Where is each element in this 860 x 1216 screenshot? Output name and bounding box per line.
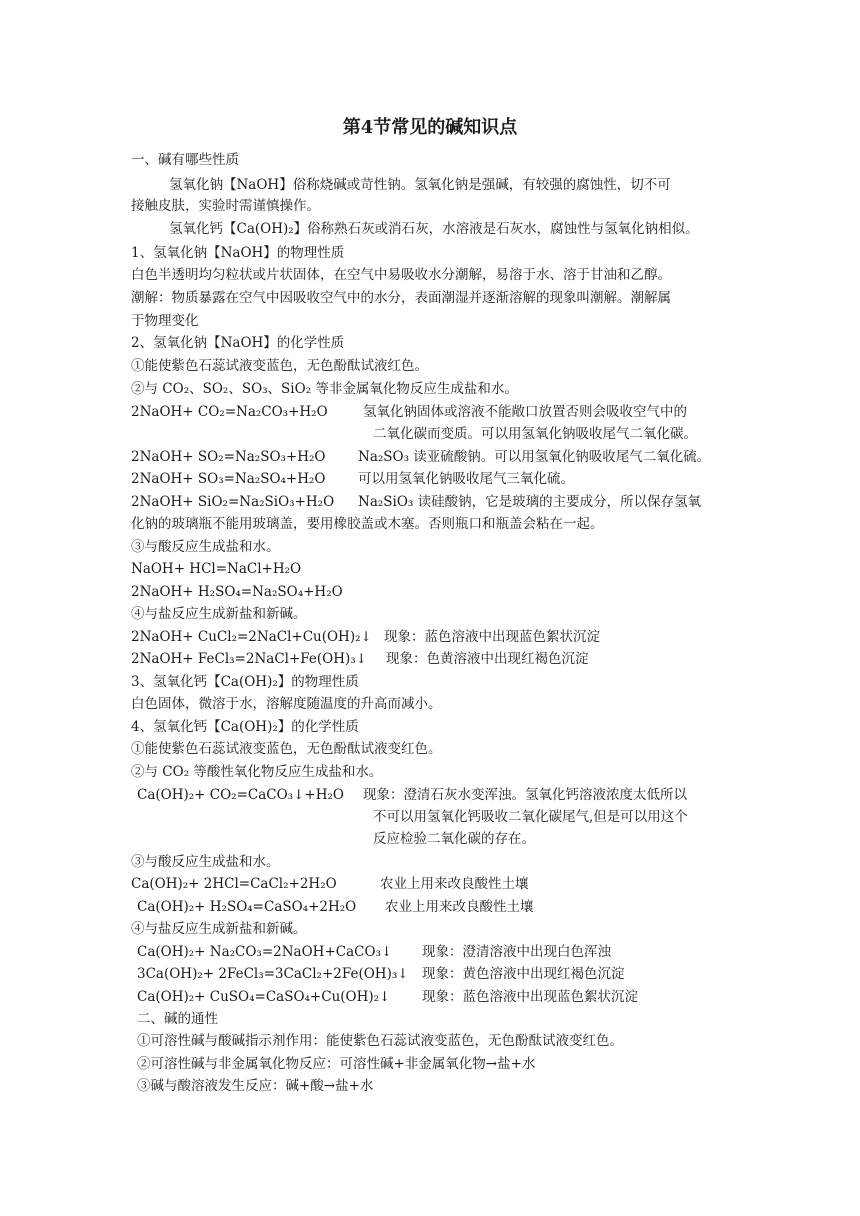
equation: NaOH+ HCl=NaCl+H₂O — [131, 561, 302, 577]
equation: Ca(OH)₂+ H₂SO₄=CaSO₄+2H₂O — [137, 899, 357, 915]
equation-note: 氢氧化钠固体或溶液不能敞口放置否则会吸收空气中的 — [363, 404, 687, 420]
equation: 2NaOH+ CO₂=Na₂CO₃+H₂O — [131, 404, 328, 420]
equation: 3Ca(OH)₂+ 2FeCl₃=3CaCl₂+2Fe(OH)₃↓ — [137, 966, 409, 982]
list-item: ④与盐反应生成新盐和新碱。 — [131, 921, 307, 937]
paragraph-line: 接触皮肤，实验时需谨慎操作。 — [131, 198, 320, 214]
section-heading: 一、碱有哪些性质 — [131, 152, 239, 168]
equation-note: 反应检验二氧化碳的存在。 — [373, 831, 535, 847]
equation: 2NaOH+ CuCl₂=2NaCl+Cu(OH)₂↓ — [131, 629, 372, 645]
paragraph-line: 氢氧化钙【Ca(OH)₂】俗称熟石灰或消石灰，水溶液是石灰水，腐蚀性与氢氧化钠相似。 — [169, 221, 699, 237]
list-item: ③与酸反应生成盐和水。 — [131, 539, 280, 555]
section-heading: 二、碱的通性 — [137, 1011, 218, 1027]
equation-note: 现象：蓝色溶液中出现蓝色絮状沉淀 — [422, 989, 638, 1005]
list-item: ③碱与酸溶液发生反应：碱+酸→盐+水 — [137, 1078, 374, 1094]
equation: 2NaOH+ SiO₂=Na₂SiO₃+H₂O — [131, 494, 335, 510]
equation-note: 现象：黄色溶液中出现红褐色沉淀 — [422, 966, 625, 982]
equation-note: Na₂SO₃ 读亚硫酸钠。可以用氢氧化钠吸收尾气二氧化硫。 — [358, 449, 711, 465]
equation: Ca(OH)₂+ CuSO₄=CaSO₄+Cu(OH)₂↓ — [137, 989, 391, 1005]
equation-note: 可以用氢氧化钠吸收尾气三氧化硫。 — [358, 471, 574, 487]
list-item: ②与 CO₂ 等酸性氧化物反应生成盐和水。 — [131, 764, 383, 780]
subheading: 4、氢氧化钙【Ca(OH)₂】的化学性质 — [131, 719, 359, 735]
equation: 2NaOH+ SO₃=Na₂SO₄+H₂O — [131, 471, 326, 487]
subheading: 1、氢氧化钠【NaOH】的物理性质 — [131, 245, 345, 261]
equation-note: 现象：色黄溶液中出现红褐色沉淀 — [386, 651, 589, 667]
paragraph-line: 氢氧化钠【NaOH】俗称烧碱或苛性钠。氢氧化钠是强碱，有较强的腐蚀性，切不可 — [169, 177, 671, 193]
list-item: ①能使紫色石蕊试液变蓝色，无色酚酞试液红色。 — [131, 358, 428, 374]
equation-note: 现象：蓝色溶液中出现蓝色絮状沉淀 — [384, 629, 600, 645]
paragraph-line: 于物理变化 — [131, 313, 199, 329]
equation: Ca(OH)₂+ 2HCl=CaCl₂+2H₂O — [131, 876, 337, 892]
list-item: ③与酸反应生成盐和水。 — [131, 854, 280, 870]
subheading: 2、氢氧化钠【NaOH】的化学性质 — [131, 335, 345, 351]
equation: 2NaOH+ H₂SO₄=Na₂SO₄+H₂O — [131, 584, 343, 600]
list-item: ①能使紫色石蕊试液变蓝色，无色酚酞试液变红色。 — [131, 741, 442, 757]
equation-note: 不可以用氢氧化钙吸收二氧化碳尾气,但是可以用这个 — [373, 809, 688, 825]
paragraph-line: 化钠的玻璃瓶不能用玻璃盖，要用橡胶盖或木塞。否则瓶口和瓶盖会粘在一起。 — [131, 516, 604, 532]
paragraph-line: 潮解：物质暴露在空气中因吸收空气中的水分，表面潮湿并逐渐溶解的现象叫潮解。潮解属 — [131, 290, 671, 306]
equation: 2NaOH+ FeCl₃=2NaCl+Fe(OH)₃↓ — [131, 651, 368, 667]
list-item: ②与 CO₂、SO₂、SO₃、SiO₂ 等非金属氧化物反应生成盐和水。 — [131, 381, 518, 397]
paragraph-line: 白色半透明均匀粒状或片状固体，在空气中易吸收水分潮解，易溶于水、溶于甘油和乙醇。 — [131, 267, 671, 283]
document-title: 第4节常见的碱知识点 — [342, 117, 518, 138]
equation-note: 农业上用来改良酸性土壤 — [380, 876, 529, 892]
equation-note: 现象：澄清石灰水变浑浊。氢氧化钙溶液浓度太低所以 — [363, 787, 687, 803]
subheading: 3、氢氧化钙【Ca(OH)₂】的物理性质 — [131, 674, 359, 690]
equation: Ca(OH)₂+ Na₂CO₃=2NaOH+CaCO₃↓ — [137, 944, 393, 960]
list-item: ①可溶性碱与酸碱指示剂作用：能使紫色石蕊试液变蓝色，无色酚酞试液变红色。 — [137, 1033, 623, 1049]
equation-note: Na₂SiO₃ 读硅酸钠，它是玻璃的主要成分，所以保存氢氧 — [358, 494, 702, 510]
paragraph-line: 白色固体，微溶于水，溶解度随温度的升高而减小。 — [131, 696, 442, 712]
equation-note: 农业上用来改良酸性土壤 — [385, 899, 534, 915]
equation-note: 二氧化碳而变质。可以用氢氧化钠吸收尾气二氧化碳。 — [373, 426, 697, 442]
list-item: ②可溶性碱与非金属氧化物反应：可溶性碱+非金属氧化物→盐+水 — [137, 1056, 536, 1072]
equation: 2NaOH+ SO₂=Na₂SO₃+H₂O — [131, 449, 326, 465]
equation-note: 现象：澄清溶液中出现白色浑浊 — [422, 944, 611, 960]
equation: Ca(OH)₂+ CO₂=CaCO₃↓+H₂O — [137, 787, 344, 803]
list-item: ④与盐反应生成新盐和新碱。 — [131, 606, 307, 622]
